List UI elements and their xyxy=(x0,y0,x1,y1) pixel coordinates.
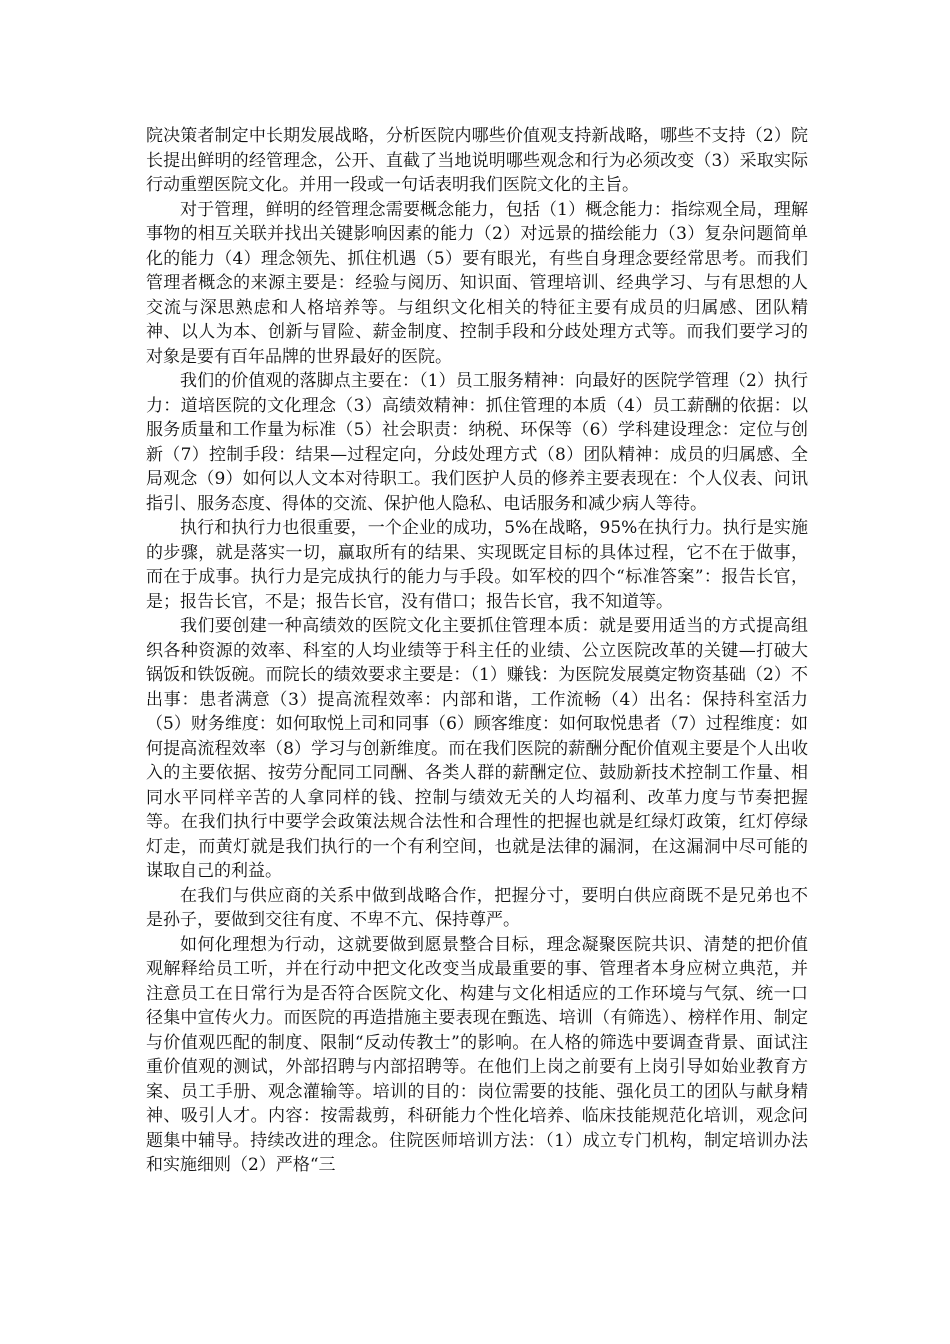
paragraph-performance-culture: 我们要创建一种高绩效的医院文化主要抓住管理本质：就是要用适当的方式提高组织各种资源的效率、科室的人均业绩等于科主任的业绩、公立医院改革的关键—打破大锅饭和铁饭碗。而院长的绩效要求主要是：（1）赚钱：为医院发展奠定物资基础（2）不出事：患者满意（3）提高流程效率：内部和谐，工作流畅（4）出名：保持科室活力（5）财务维度：如何取悦上司和同事（6）顾客维度：如何取悦患者（7）过程维度：如何提高流程效率（8）学习与创新维度。而在我们医院的薪酬分配价值观主要是个人出收入的主要依据、按劳分配同工同酬、各类人群的薪酬定位、鼓励新技术控制工作量、相同水平同样辛苦的人拿同样的钱、控制与绩效无关的人均福利、改革力度与节奏把握等。在我们执行中要学会政策法规合法性和合理性的把握也就是红绿灯政策，红灯停绿灯走，而黄灯就是我们执行的一个有利空间，也就是法律的漏洞，在这漏洞中尽可能的谋取自己的利益。 xyxy=(146,616,808,881)
paragraph-ideals-to-action: 如何化理想为行动，这就要做到愿景整合目标，理念凝聚医院共识、清楚的把价值观解释给员工听，并在行动中把文化改变当成最重要的事、管理者本身应树立典范，并注意员工在日常行为是否符合医院文化、构建与文化相适应的工作环境与气氛、统一口径集中宣传火力。而医院的再造措施主要表现在甄选、培训（有筛选）、榜样作用、制定与价值观匹配的制度、限制“反动传教士”的影响。在人格的筛选中要调查背景、面试注重价值观的测试，外部招聘与内部招聘等。在他们上岗之前要有上岗引导如始业教育方案、员工手册、观念灌输等。培训的目的：岗位需要的技能、强化员工的团队与献身精神、吸引人才。内容：按需裁剪，科研能力个性化培养、临床技能规范化培训，观念问题集中辅导。持续改进的理念。住院医师培训方法：（1）成立专门机构，制定培训办法和实施细则（2）严格“三 xyxy=(146,934,808,1175)
document-body xyxy=(146,124,808,1178)
paragraph-values: 我们的价值观的落脚点主要在：（1）员工服务精神：向最好的医院学管理（2）执行力：道培医院的文化理念（3）高绩效精神：抓住管理的本质（4）员工薪酬的依据：以服务质量和工作量为标准（5）社会职责：纳税、环保等（6）学科建设理念：定位与创新（7）控制手段：结果—过程定向，分歧处理方式（8）团队精神：成员的归属感、全局观念（9）如何以人文本对待职工。我们医护人员的修养主要表现在：个人仪表、问讯指引、服务态度、得体的交流、保护他人隐私、电话服务和减少病人等待。 xyxy=(146,371,808,514)
paragraph-suppliers: 在我们与供应商的关系中做到战略合作，把握分寸，要明白供应商既不是兄弟也不是孙子，要做到交往有度、不卑不亢、保持尊严。 xyxy=(146,885,808,930)
paragraph-management-concepts: 对于管理，鲜明的经管理念需要概念能力，包括（1）概念能力：指综观全局，理解事物的相互关联并找出关键影响因素的能力（2）对远景的描绘能力（3）复杂问题简单化的能力（4）理念领先、抓住机遇（5）要有眼光，有些自身理念要经常思考。而我们管理者概念的来源主要是：经验与阅历、知识面、管理培训、经典学习、与有思想的人交流与深思熟虑和人格培养等。与组织文化相关的特征主要有成员的归属感、团队精神、以人为本、创新与冒险、薪金制度、控制手段和分歧处理方式等。而我们要学习的对象是要有百年品牌的世界最好的医院。 xyxy=(146,199,808,367)
paragraph-execution: 执行和执行力也很重要，一个企业的成功，5%在战略，95%在执行力。执行是实施的步骤，就是落实一切，赢取所有的结果、实现既定目标的具体过程，它不在于做事，而在于成事。执行力是完成执行的能力与手段。如军校的四个“标准答案”：报告长官，是；报告长官，不是；报告长官，没有借口；报告长官，我不知道等。 xyxy=(146,518,808,612)
paragraph-strategy-continued: 院决策者制定中长期发展战略，分析医院内哪些价值观支持新战略，哪些不支持（2）院长提出鲜明的经管理念，公开、直截了当地说明哪些观念和行为必须改变（3）采取实际行动重塑医院文化。并用一段或一句话表明我们医院文化的主旨。 xyxy=(146,126,808,195)
